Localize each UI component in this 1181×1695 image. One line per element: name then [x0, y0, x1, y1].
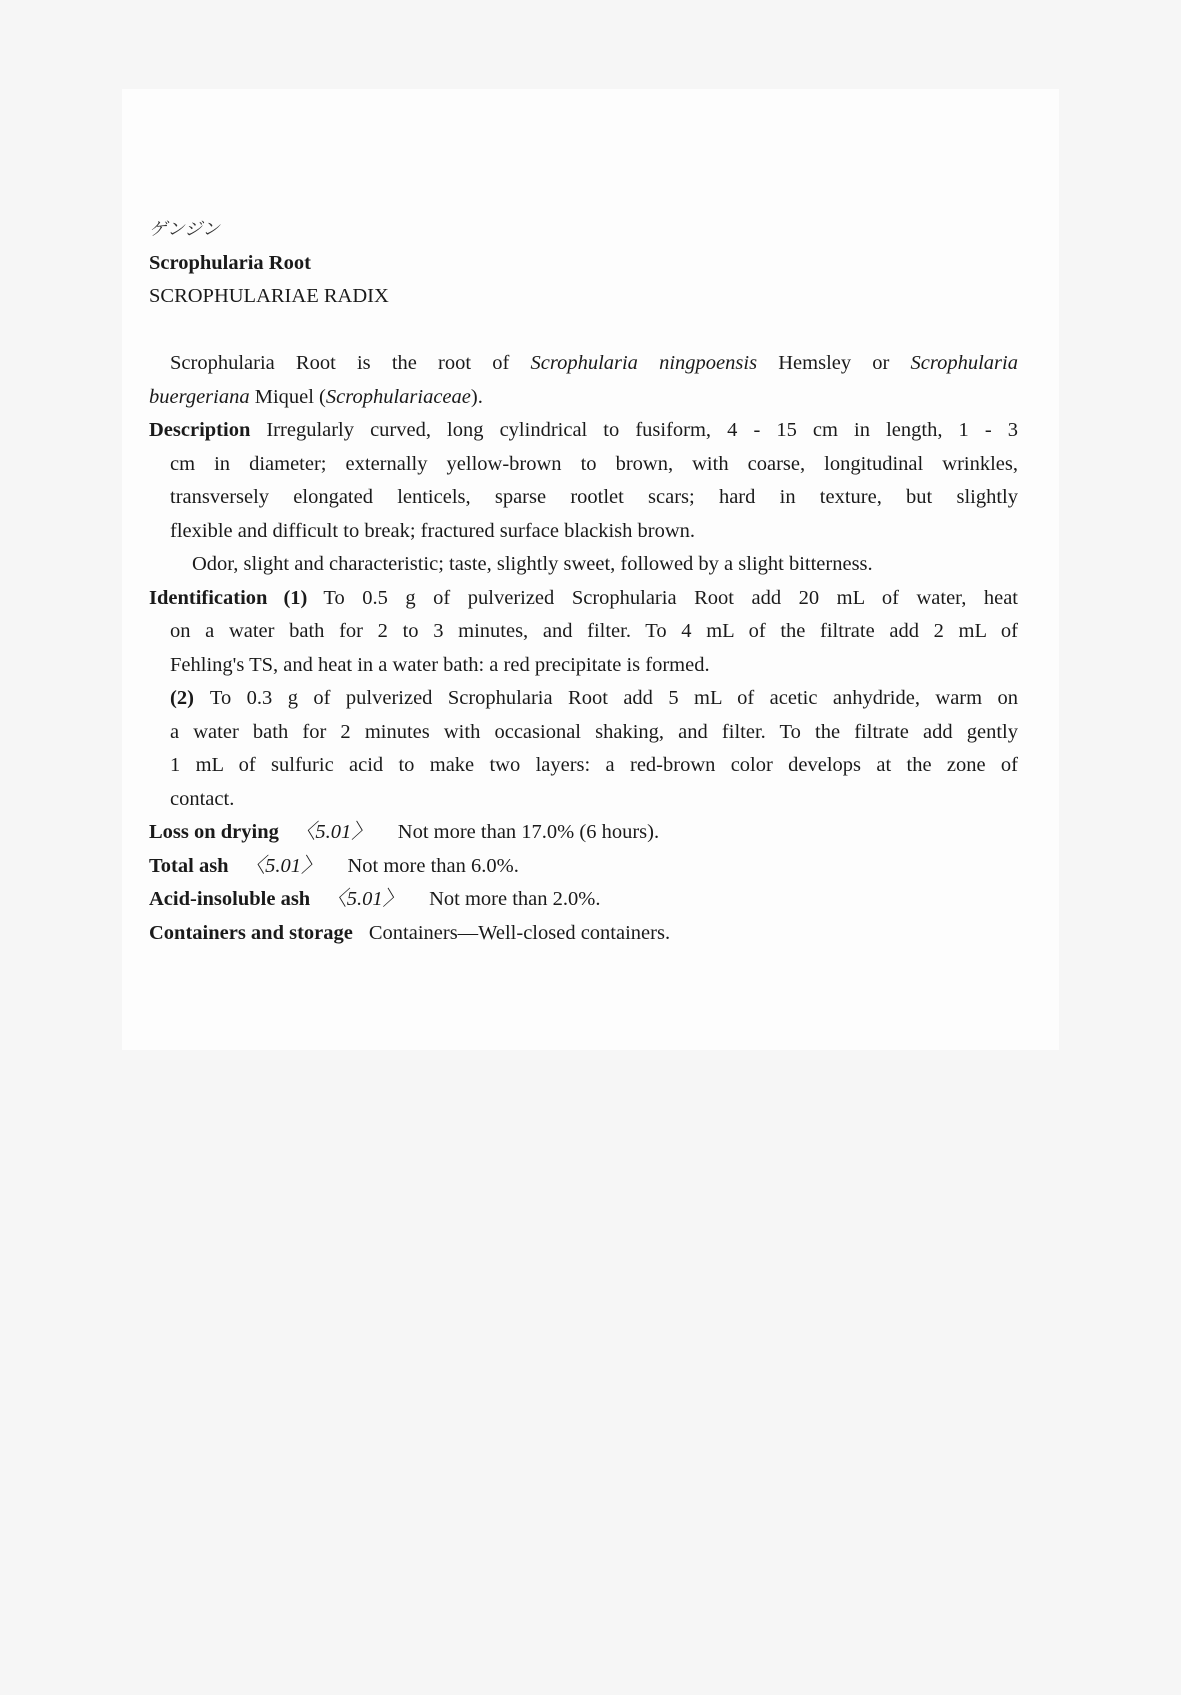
- description-label: Description: [149, 419, 251, 441]
- description-section: Description Irregularly curved, long cylindrical to fusiform, 4 - 15 cm in length, 1 - 3 cm in diameter; externally yellow-brown to brown, with coarse, longitudinal wrinkles, transversely elongated lenticels, sparse rootlet scars; hard in texture, but slightly flexible and difficult to break; fractured surface blackish brown. Odor, slight and characteristic; taste, slightly sweet, followed by a slight bitterness.: [149, 419, 1018, 575]
- identification-section: Identification (1) To 0.5 g of pulverized Scrophularia Root add 20 mL of water, heat on a water bath for 2 to 3 minutes, and filter. To 4 mL of the filtrate add 2 mL of Fehling's TS, and heat in a water bath: a red precipitate is formed. (2) To 0.3 g of pulverized Scrophularia Root add 5 mL of acetic anhydride, warm on a water bath for 2 minutes with occasional shaking, and filter. To the filtrate add gently 1 mL of sulfuric acid to make two layers: a red-brown color develops at the zone of contact.: [149, 586, 1018, 810]
- containers-and-storage: Containers and storage Containers—Well-closed containers.: [149, 921, 671, 944]
- latin-name: SCROPHULARIAE RADIX: [149, 285, 389, 307]
- identification-label: Identification: [149, 586, 268, 609]
- intro-paragraph: Scrophularia Root is the root of Scrophularia ningpoensis Hemsley or Scrophularia buergeriana Miquel (Scrophulariaceae).: [149, 352, 1018, 408]
- document-page: [122, 89, 1059, 1050]
- test-total-ash: Total ash 〈5.01〉 Not more than 6.0%.: [149, 854, 519, 877]
- monograph-title: Scrophularia Root: [149, 251, 311, 274]
- monograph-content: [149, 213, 1018, 950]
- test-loss-on-drying: Loss on drying 〈5.01〉 Not more than 17.0% (6 hours).: [149, 821, 660, 843]
- test-acid-insoluble-ash: Acid-insoluble ash 〈5.01〉 Not more than 2.0%.: [149, 888, 601, 910]
- katakana-name: ゲンジン: [149, 219, 220, 240]
